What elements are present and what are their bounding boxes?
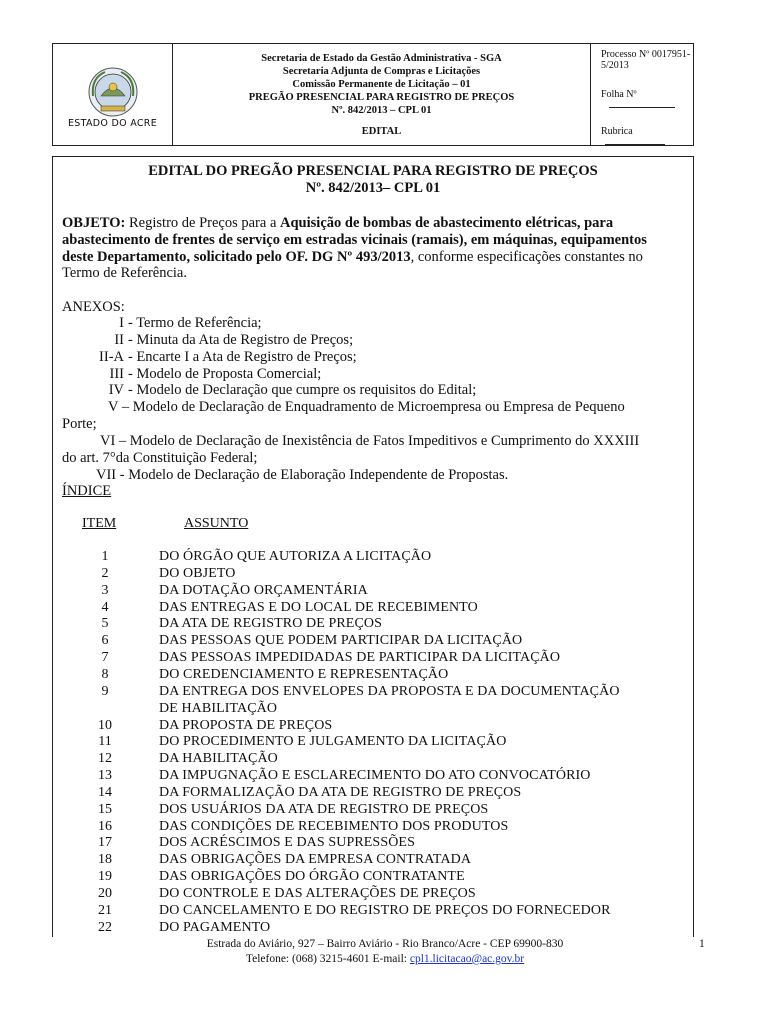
index-item-number: 14 <box>98 784 112 800</box>
annex-text: - Termo de Referência; <box>128 315 262 331</box>
annex-number: III <box>109 366 124 382</box>
folha-blank <box>609 107 675 108</box>
objeto-text: Registro de Preços para a <box>129 215 277 231</box>
annex-text: - Modelo de Declaração que cumpre os requisitos do Edital; <box>128 382 477 398</box>
index-item-number: 15 <box>98 801 112 817</box>
annex-text: - Modelo de Proposta Comercial; <box>128 366 322 382</box>
index-item-number: 16 <box>98 818 112 834</box>
index-item-subject: DE HABILITAÇÃO <box>159 700 278 716</box>
index-item-number: 11 <box>98 734 112 750</box>
index-item-number: 2 <box>101 565 109 581</box>
index-item-subject: DAS PESSOAS QUE PODEM PARTICIPAR DA LICITAÇÃO <box>159 633 523 649</box>
indice-col-item: ITEM <box>82 516 117 531</box>
annex-vii: VII - Modelo de Declaração de Elaboração Independente de Propostas. <box>96 467 509 483</box>
anexos-label: ANEXOS: <box>62 299 125 315</box>
index-item-subject: DAS OBRIGAÇÕES DA EMPRESA CONTRATADA <box>159 852 472 868</box>
index-item-subject: DAS CONDIÇÕES DE RECEBIMENTO DOS PRODUTOS <box>159 818 509 834</box>
index-item-subject: DA PROPOSTA DE PREÇOS <box>159 717 333 733</box>
annex-v-line-2: Porte; <box>62 416 97 432</box>
index-item-subject: DO CREDENCIAMENTO E REPRESENTAÇÃO <box>159 666 449 682</box>
objeto-text-bold: Aquisição de bombas de abastecimento elétricas, para <box>280 215 614 231</box>
header-center-cell <box>173 44 591 145</box>
index-item-number: 21 <box>98 902 112 918</box>
index-item-subject: DO OBJETO <box>159 565 236 581</box>
index-item-subject: DA IMPUGNAÇÃO E ESCLARECIMENTO DO ATO CONVOCATÓRIO <box>159 768 591 784</box>
processo-number: Processo Nº 0017951-5/2013 <box>601 49 691 71</box>
index-item-subject: DA ENTREGA DOS ENVELOPES DA PROPOSTA E DA DOCUMENTAÇÃO <box>159 683 620 699</box>
document-number: Nº. 842/2013– CPL 01 <box>305 180 441 196</box>
index-item-number: 7 <box>101 650 109 666</box>
index-item-subject: DO ÓRGÃO QUE AUTORIZA A LICITAÇÃO <box>159 549 432 564</box>
index-item-number: 19 <box>98 869 112 885</box>
annex-text: - Encarte I a Ata de Registro de Preços; <box>128 349 357 365</box>
index-item-number: 6 <box>101 633 109 649</box>
index-item-number: 17 <box>98 835 112 851</box>
index-item-subject: DA FORMALIZAÇÃO DA ATA DE REGISTRO DE PREÇOS <box>159 784 522 800</box>
annex-number: I <box>119 315 124 331</box>
index-item-number: 22 <box>98 919 112 935</box>
header-edital-label: EDITAL <box>361 126 402 137</box>
annex-number: IV <box>108 382 124 398</box>
annex-vi-line-2: do art. 7°da Constituição Federal; <box>62 450 258 466</box>
index-item-number: 3 <box>101 582 109 598</box>
rubrica-label: Rubrica <box>601 126 633 137</box>
objeto-separator: , <box>186 249 194 265</box>
index-item-subject: DO CANCELAMENTO E DO REGISTRO DE PREÇOS DO FORNECEDOR <box>159 902 611 918</box>
index-item-subject: DAS ENTREGAS E DO LOCAL DE RECEBIMENTO <box>159 599 478 615</box>
index-item-subject: DOS USUÁRIOS DA ATA DE REGISTRO DE PREÇOS <box>159 801 489 817</box>
header-right-cell <box>591 44 693 145</box>
objeto-label: OBJETO: <box>62 215 126 231</box>
footer-address: Estrada do Aviário, 927 – Bairro Aviário - Rio Branco/Acre - CEP 69900-830 <box>206 938 564 950</box>
header-logo-cell <box>53 44 173 145</box>
index-item-number: 9 <box>101 683 109 699</box>
objeto-text-bold: solicitado pelo OF. DG Nº 493/2013 <box>193 249 411 265</box>
header-table <box>52 43 694 146</box>
index-item-subject: DO PAGAMENTO <box>159 919 271 935</box>
index-item-subject: DA HABILITAÇÃO <box>159 751 278 767</box>
indice-col-assunto: ASSUNTO <box>184 516 249 531</box>
index-item-subject: DAS OBRIGAÇÕES DO ÓRGÃO CONTRATANTE <box>159 869 465 885</box>
objeto-line-3 <box>62 249 686 266</box>
footer-contact <box>0 953 770 965</box>
index-item-number: 13 <box>98 768 112 784</box>
objeto-line-4: Termo de Referência. <box>62 265 187 281</box>
header-institution-lines <box>173 52 590 117</box>
rubrica-field <box>601 126 693 148</box>
page-number: 1 <box>699 938 705 950</box>
objeto-text: , conforme especificações constantes no <box>410 249 643 265</box>
header-line: Secretaria Adjunta de Compras e Licitações <box>282 66 481 77</box>
folha-label: Folha Nº <box>601 89 637 100</box>
header-line: Secretaria de Estado da Gestão Administrativa - SGA <box>261 53 502 64</box>
state-seal-icon <box>87 66 139 118</box>
index-item-subject: DA ATA DE REGISTRO DE PREÇOS <box>159 616 382 632</box>
header-line: Nº. 842/2013 – CPL 01 <box>331 105 432 116</box>
index-item-subject: DO CONTROLE E DAS ALTERAÇÕES DE PREÇOS <box>159 886 476 901</box>
logo-caption: ESTADO DO ACRE <box>68 118 157 129</box>
folha-field <box>601 89 693 111</box>
annex-number: II-A <box>99 349 124 365</box>
index-item-number: 18 <box>98 852 112 868</box>
header-line: PREGÃO PRESENCIAL PARA REGISTRO DE PREÇOS <box>248 92 515 103</box>
index-item-subject: DO PROCEDIMENTO E JULGAMENTO DA LICITAÇÃO <box>159 734 507 750</box>
index-item-subject: DAS PESSOAS IMPEDIDADAS DE PARTICIPAR DA LICITAÇÃO <box>159 650 561 666</box>
footer-phone: Telefone: (068) 3215-4601 E-mail: <box>245 953 407 965</box>
index-item-number: 10 <box>98 717 112 733</box>
index-item-number: 4 <box>101 599 109 615</box>
annex-v-line-1: V – Modelo de Declaração de Enquadramento de Microempresa ou Empresa de Pequeno <box>108 399 625 415</box>
index-item-subject: DOS ACRÉSCIMOS E DAS SUPRESSÕES <box>159 835 415 851</box>
annex-text: - Minuta da Ata de Registro de Preços; <box>128 332 354 348</box>
objeto-text-bold: deste Departamento <box>62 249 187 265</box>
index-item-number: 8 <box>101 666 109 682</box>
index-item-number: 20 <box>98 886 112 901</box>
index-item-number: 12 <box>98 751 112 767</box>
header-line: Comissão Permanente de Licitação – 01 <box>292 79 471 90</box>
index-item-subject: DA DOTAÇÃO ORÇAMENTÁRIA <box>159 582 368 598</box>
document-title: EDITAL DO PREGÃO PRESENCIAL PARA REGISTRO DE PREÇOS <box>148 163 598 179</box>
index-item-number: 1 <box>101 549 109 564</box>
index-item-number: 5 <box>101 616 109 632</box>
annex-vi-line-1: VI – Modelo de Declaração de Inexistência de Fatos Impeditivos e Cumprimento do XXXIII <box>100 433 640 449</box>
indice-label: ÍNDICE <box>62 483 112 499</box>
footer-email-link[interactable]: cpl1.licitacao@ac.gov.br <box>409 953 525 965</box>
annex-number: II <box>114 332 124 348</box>
objeto-line-2: abastecimento de frentes de serviço em estradas vicinais (ramais), em máquinas, equipamentos <box>62 232 647 248</box>
objeto-line-1 <box>62 215 686 232</box>
rubrica-blank <box>605 144 665 145</box>
